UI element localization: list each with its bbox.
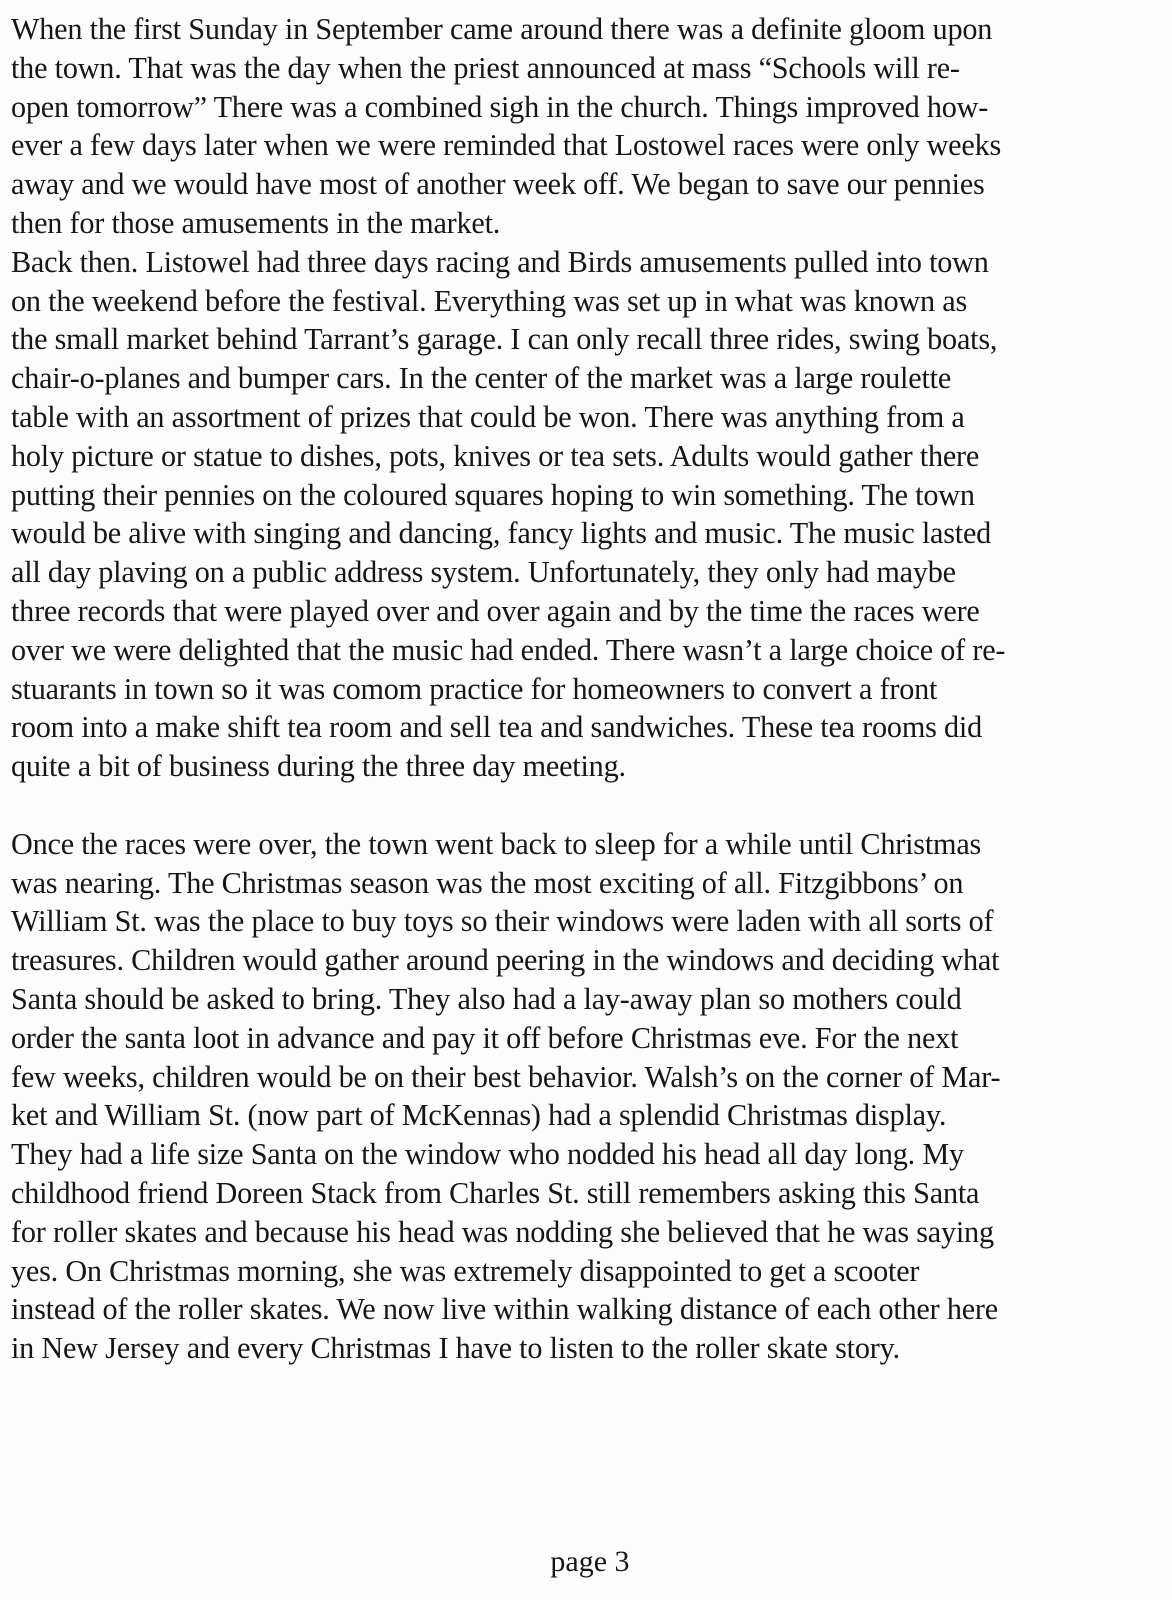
text-line: would be alive with singing and dancing, fancy lights and music. The music lasted (11, 516, 992, 551)
text-line: instead of the roller skates. We now live within walking distance of each other here (11, 1292, 998, 1327)
text-line: quite a bit of business during the three day meeting. (11, 749, 626, 784)
text-line: on the weekend before the festival. Everything was set up in what was known as (11, 283, 968, 318)
text-line: treasures. Children would gather around peering in the windows and deciding what (11, 943, 1000, 978)
text-line: in New Jersey and every Christmas I have to listen to the roller skate story. (11, 1331, 900, 1366)
text-line: They had a life size Santa on the window who nodded his head all day long. My (11, 1137, 964, 1172)
text-line: childhood friend Doreen Stack from Charles St. still remembers asking this Santa (11, 1175, 980, 1210)
text-line: William St. was the place to buy toys so their windows were laden with all sorts of (11, 904, 994, 939)
text-line: was nearing. The Christmas season was the most exciting of all. Fitzgibbons’ on (11, 865, 964, 900)
text-line: stuarants in town so it was comom practice for homeowners to convert a front (11, 671, 938, 706)
text-line: the town. That was the day when the priest announced at mass “Schools will re- (11, 50, 960, 85)
text-line: all day plaving on a public address system. Unfortunately, they only had maybe (11, 555, 956, 590)
text-line: ever a few days later when we were reminded that Lostowel races were only weeks (11, 128, 1002, 163)
text-line: holy picture or statue to dishes, pots, knives or tea sets. Adults would gather there (11, 438, 980, 473)
text-line: ket and William St. (now part of McKennas) had a splendid Christmas display. (11, 1098, 947, 1133)
paragraph-christmas (11, 825, 1161, 1368)
text-line: Santa should be asked to bring. They also had a lay-away plan so mothers could (11, 981, 962, 1016)
paragraph-races (11, 243, 1161, 786)
paragraph-september (11, 10, 1161, 243)
text-line: chair-o-planes and bumper cars. In the center of the market was a large roulette (11, 361, 952, 396)
text-line: over we were delighted that the music had ended. There wasn’t a large choice of re- (11, 632, 1006, 667)
text-line: table with an assortment of prizes that could be won. There was anything from a (11, 399, 965, 434)
text-line: Once the races were over, the town went back to sleep for a while until Christmas (11, 826, 982, 861)
text-line: open tomorrow” There was a combined sigh in the church. Things improved how- (11, 89, 989, 124)
paragraph-spacer (11, 786, 1161, 825)
text-line: When the first Sunday in September came around there was a definite gloom upon (11, 12, 993, 46)
text-line: the small market behind Tarrant’s garage. I can only recall three rides, swing boats, (11, 322, 998, 357)
page-number: page 3 (550, 1545, 630, 1578)
body-text (11, 10, 1161, 1368)
text-line: few weeks, children would be on their best behavior. Walsh’s on the corner of Mar- (11, 1059, 1001, 1094)
text-line: order the santa loot in advance and pay it off before Christmas eve. For the next (11, 1020, 959, 1055)
text-line: for roller skates and because his head was nodding she believed that he was saying (11, 1214, 994, 1249)
text-line: Back then. Listowel had three days racing and Birds amusements pulled into town (11, 244, 989, 279)
text-line: room into a make shift tea room and sell tea and sandwiches. These tea rooms did (11, 710, 982, 745)
text-line: then for those amusements in the market. (11, 205, 501, 240)
text-line: putting their pennies on the coloured squares hoping to win something. The town (11, 477, 975, 512)
text-line: yes. On Christmas morning, she was extremely disappointed to get a scooter (11, 1253, 920, 1288)
text-line: away and we would have most of another week off. We began to save our pennies (11, 167, 985, 202)
text-line: three records that were played over and over again and by the time the races were (11, 593, 980, 628)
